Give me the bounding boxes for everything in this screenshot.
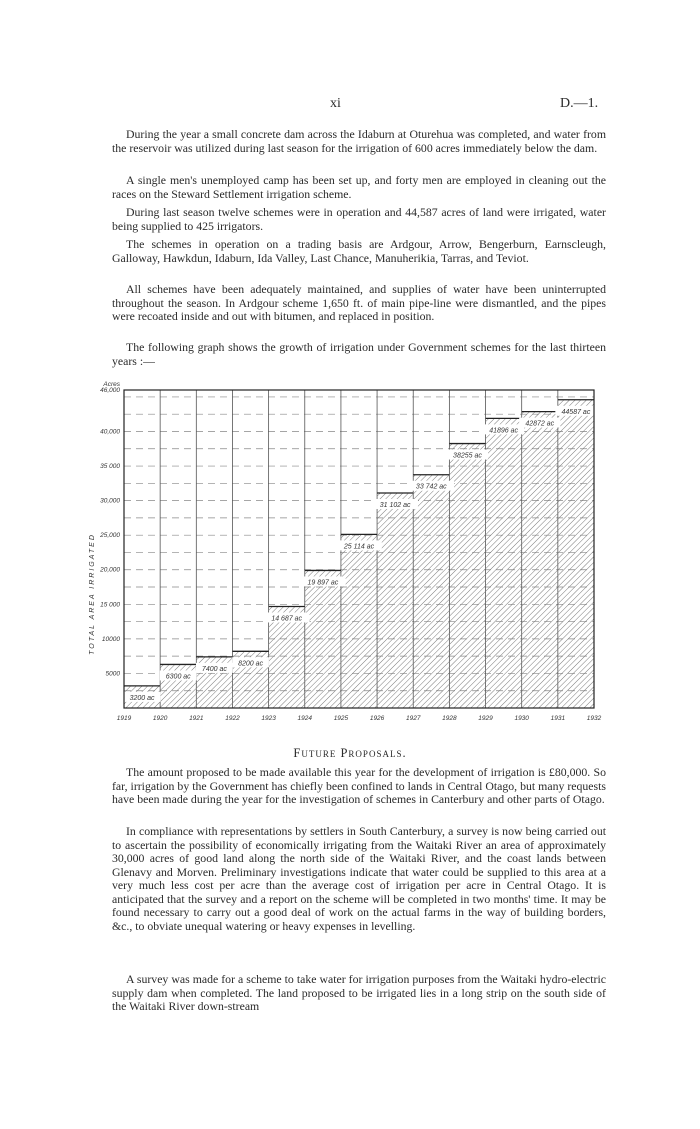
x-tick-label: 1930 <box>514 715 529 722</box>
paragraph-waitaki-hydro: A survey was made for a scheme to take water for irrigation purposes from the Waitaki hydro-electric supply dam when completed. The land proposed to be irrigated lies in a long strip on the south side of the Waitaki River down-stream <box>112 972 606 1013</box>
bar-1925-26 <box>341 534 377 708</box>
data-label-1920-21: 6300 ac <box>165 673 191 681</box>
data-label-1928-29: 38255 ac <box>453 452 482 460</box>
bar-1928-29 <box>449 444 485 708</box>
x-tick-label: 1921 <box>189 715 204 722</box>
paragraph-maintenance: All schemes have been adequately maintained, and supplies of water have been uninterrupted throughout the season. In Ardgour scheme 1,650 ft. of main pipe-line were dismantled, and the pipes were recoated inside and out with bitumen, and replaced in position. <box>112 282 606 323</box>
x-tick-label: 1929 <box>478 715 493 722</box>
y-unit-label: Acres <box>103 381 120 388</box>
data-label-1926-27: 31 102 ac <box>379 501 411 509</box>
bar-1926-27 <box>377 493 413 708</box>
y-tick-label: 25,000 <box>100 532 120 540</box>
y-tick-label: 20,000 <box>100 566 120 574</box>
data-label-1929-30: 41896 ac <box>489 427 519 435</box>
x-tick-label: 1926 <box>369 715 385 722</box>
paragraph-season-schemes: During last season twelve schemes were in operation and 44,587 acres of land were irrigated, water being supplied to 425 irrigators. <box>112 205 606 233</box>
data-label-1919-20: 3200 ac <box>129 694 155 702</box>
x-tick-label: 1919 <box>116 715 132 722</box>
data-label-1925-26: 25 114 ac <box>343 543 375 551</box>
bar-1931-32 <box>558 400 594 708</box>
paragraph-graph-intro: The following graph shows the growth of irrigation under Government schemes for the last thirteen years :— <box>112 340 606 368</box>
bar-1924-25 <box>305 570 341 708</box>
y-tick-label: 10000 <box>101 635 120 643</box>
document-reference: D.—1. <box>560 96 599 111</box>
x-tick-label: 1931 <box>550 715 566 722</box>
data-label-1927-28: 33 742 ac <box>415 483 447 491</box>
bar-1930-31 <box>522 412 558 708</box>
data-label-1930-31: 42872 ac <box>525 420 555 428</box>
x-tick-label: 1923 <box>261 715 276 722</box>
data-label-1924-25: 19 897 ac <box>307 579 339 587</box>
page-number: xi <box>330 96 341 111</box>
paragraph-idaburn-dam: During the year a small concrete dam across the Idaburn at Oturehua was completed, and water from the reservoir was utilized during last season for the irrigation of 600 acres immediately below the dam. <box>112 127 606 155</box>
x-tick-label: 1925 <box>333 715 349 722</box>
paragraph-amount-proposed: The amount proposed to be made available this year for the development of irrigation is £80,000. So far, irrigation by the Government has chiefly been confined to lands in Central Otago, but many requests have been made during the year for the investigation of schemes in Canterbury and other parts of Otago. <box>112 765 606 806</box>
bar-1927-28 <box>413 475 449 708</box>
data-label-1931-32: 44587 ac <box>561 408 591 416</box>
x-tick-label: 1924 <box>297 715 313 722</box>
x-tick-label: 1928 <box>442 715 457 722</box>
y-axis-title: TOTAL AREA IRRIGATED <box>89 533 96 655</box>
y-tick-label: 30,000 <box>100 497 120 505</box>
y-tick-label: 15 000 <box>100 601 120 609</box>
paragraph-unemployed-camp: A single men's unemployed camp has been set up, and forty men are employed in cleaning out the races on the Steward Settlement irrigation scheme. <box>112 173 606 201</box>
irrigation-growth-chart <box>82 378 612 738</box>
x-tick-label: 1932 <box>586 715 602 722</box>
section-title-future-proposals: Future Proposals. <box>293 746 407 760</box>
data-label-1921-22: 7400 ac <box>201 665 227 673</box>
y-tick-label: 46,000 <box>100 387 120 394</box>
y-tick-label: 35 000 <box>100 463 120 471</box>
x-tick-label: 1920 <box>152 715 168 722</box>
y-tick-label: 40,000 <box>100 428 120 436</box>
paragraph-south-canterbury-survey: In compliance with representations by settlers in South Canterbury, a survey is now being carried out to ascertain the possibility of economically irrigating from the Waitaki River an area of approximately 30,000 acres of good land along the north side of the Waitaki River, and the coast lands between Glenavy and Morven. Preliminary investigations indicate that water could be supplied to this area at a very much less cost per acre than the average cost of irrigation per acre in Central Otago. It is anticipated that the survey and a report on the scheme will be completed in two months' time. It may be found necessary to carry out a good deal of work on the actual farms in the way of building borders, &c., to obviate unequal watering or heavy expenses in levelling. <box>112 824 606 933</box>
paragraph-trading-schemes: The schemes in operation on a trading basis are Ardgour, Arrow, Bengerburn, Earnscleugh, Galloway, Hawkdun, Idaburn, Ida Valley, Last Chance, Manuherikia, Tarras, and Teviot. <box>112 237 606 265</box>
data-label-1923-24: 14 687 ac <box>271 615 303 623</box>
y-tick-label: 5000 <box>105 670 120 678</box>
bar-1929-30 <box>486 418 522 708</box>
data-label-1922-23: 8200 ac <box>238 660 263 668</box>
x-tick-label: 1927 <box>405 715 421 722</box>
x-tick-label: 1922 <box>225 715 240 722</box>
